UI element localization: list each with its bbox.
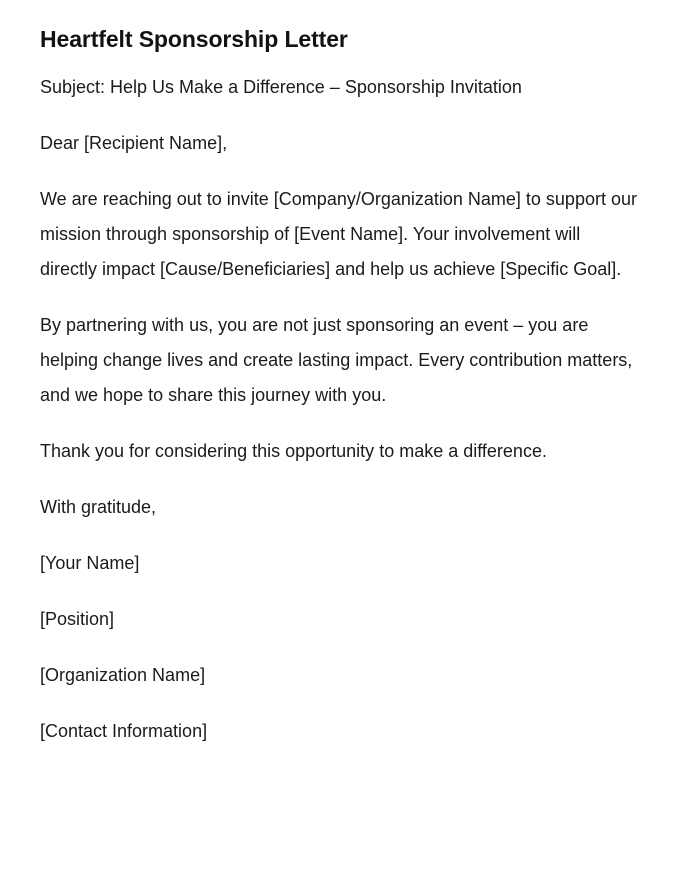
signature-contact: [Contact Information] [40,721,208,741]
letter-body [40,70,640,749]
signature-position: [Position] [40,609,115,629]
signature-organization: [Organization Name] [40,665,206,685]
page-title: Heartfelt Sponsorship Letter [40,26,348,52]
signature-name: [Your Name] [40,553,140,573]
subject-line: Subject: Help Us Make a Difference – Sponsorship Invitation [40,77,522,97]
body-paragraph-impact: By partnering with us, you are not just sponsoring an event – you are helping change lives and create lasting impact. Every contribution matters, and we hope to share this journey with you. [40,315,633,405]
salutation: Dear [Recipient Name], [40,133,228,153]
closing: With gratitude, [40,497,157,517]
body-paragraph-invitation: We are reaching out to invite [Company/Organization Name] to support our mission through sponsorship of [Event Name]. Your involvement will directly impact [Cause/Beneficiaries] and help us achieve [Specific Goal]. [40,189,637,279]
body-paragraph-thanks: Thank you for considering this opportunity to make a difference. [40,441,547,461]
